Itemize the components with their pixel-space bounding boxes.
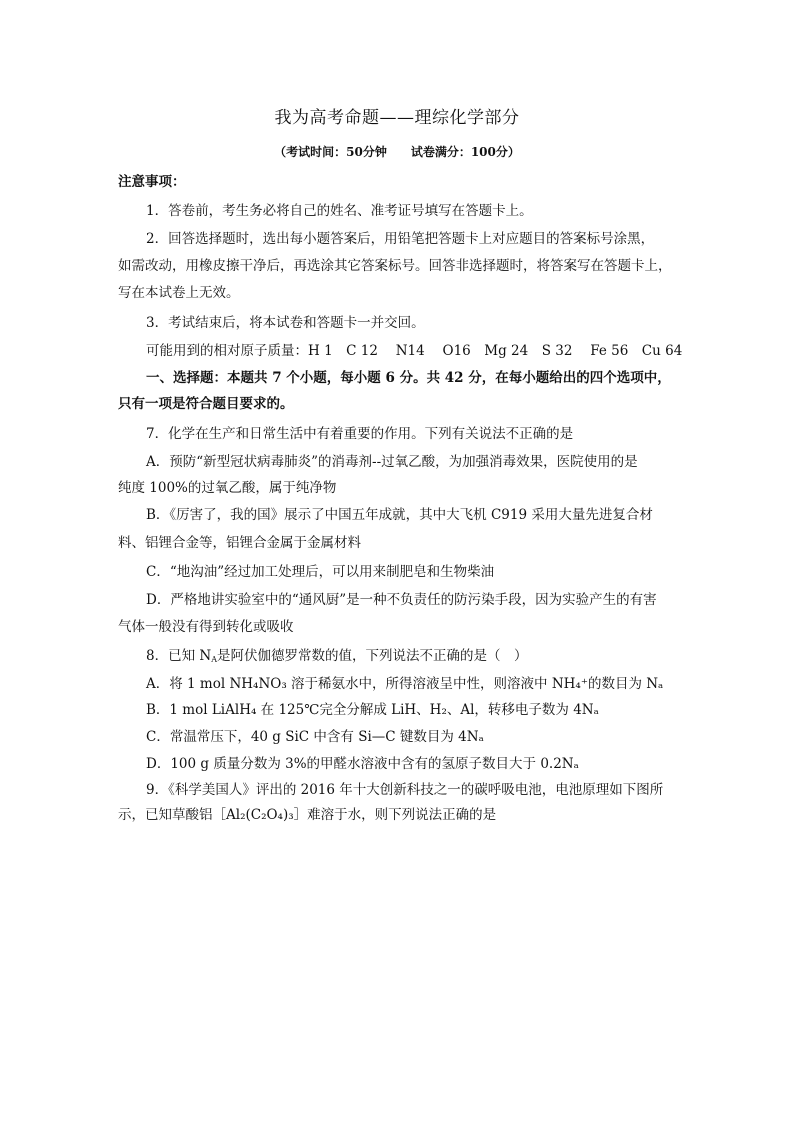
q8-stem-subscript: A xyxy=(211,655,217,664)
notes-heading: 注意事项： xyxy=(118,174,186,190)
q8-option-c: C．常温常压下，40 g SiC 中含有 Si—C 键数目为 4Nₐ xyxy=(146,729,484,745)
q8-stem xyxy=(146,646,678,670)
q8-option-b: B．1 mol LiAlH₄ 在 125℃完全分解成 LiH、H₂、Al，转移电子数为 4Nₐ xyxy=(146,702,599,718)
q7-option-c: C．“地沟油”经过加工处理后，可以用来制肥皂和生物柴油 xyxy=(146,564,495,580)
q8-stem-post: 是阿伏伽德罗常数的值，下列说法不正确的是（ ） xyxy=(216,648,528,664)
note-item-2-line-1: 2．回答选择题时，选出每小题答案后，用铅笔把答题卡上对应题目的答案标号涂黑， xyxy=(146,231,655,247)
section-heading-line-1: 一、选择题：本题共 7 个小题，每小题 6 分。共 42 分，在每小题给出的四个选项中， xyxy=(146,370,671,386)
q7-option-b-line-2: 料、铝锂合金等，铝锂合金属于金属材料 xyxy=(118,535,361,551)
q9-stem-line-1: 9．《科学美国人》评出的 2016 年十大创新科技之一的碳呼吸电池，电池原理如下图所 xyxy=(146,782,664,798)
atomic-mass-line: 可能用到的相对原子质量：H 1 C 12 N14 O16 Mg 24 S 32 Fe 56 Cu 64 xyxy=(146,343,683,359)
note-item-2-line-2: 如需改动，用橡皮擦干净后，再选涂其它答案标号。回答非选择题时，将答案写在答题卡上， xyxy=(118,258,672,274)
q8-option-a: A．将 1 mol NH₄NO₃ 溶于稀氨水中，所得溶液呈中性，则溶液中 NH₄⁺的数目为 Nₐ xyxy=(146,676,664,692)
q7-option-a-line-2: 纯度 100%的过氧乙酸，属于纯净物 xyxy=(118,480,337,496)
q8-option-d: D．100 g 质量分数为 3%的甲醛水溶液中含有的氢原子数目大于 0.2Nₐ xyxy=(146,756,579,772)
note-item-2-line-3: 写在本试卷上无效。 xyxy=(118,285,240,301)
exam-title: 我为高考命题——理综化学部分 xyxy=(274,108,520,128)
q7-stem: 7．化学在生产和日常生活中有着重要的作用。下列有关说法不正确的是 xyxy=(146,426,574,442)
note-item-1: 1．答卷前，考生务必将自己的姓名、准考证号填写在答题卡上。 xyxy=(146,203,533,219)
q7-option-b-line-1: B．《厉害了，我的国》展示了中国五年成就，其中大飞机 C919 采用大量先进复合材 xyxy=(146,507,653,523)
q8-stem-pre: 8．已知 N xyxy=(146,648,212,664)
q7-option-a-line-1: A．预防“新型冠状病毒肺炎”的消毒剂--过氧乙酸，为加强消毒效果，医院使用的是 xyxy=(146,454,638,470)
exam-subtitle: （考试时间：50分钟 试卷满分：100分） xyxy=(274,145,520,159)
note-item-3: 3．考试结束后，将本试卷和答题卡一并交回。 xyxy=(146,315,425,331)
section-heading-line-2: 只有一项是符合题目要求的。 xyxy=(118,396,294,412)
q7-option-d-line-1: D．严格地讲实验室中的“通风厨”是一种不负责任的防污染手段，因为实验产生的有害 xyxy=(146,592,657,608)
q9-stem-line-2: 示，已知草酸铝［Al₂(C₂O₄)₃］难溶于水，则下列说法正确的是 xyxy=(118,807,497,823)
q7-option-d-line-2: 气体一般没有得到转化或吸收 xyxy=(118,619,294,635)
